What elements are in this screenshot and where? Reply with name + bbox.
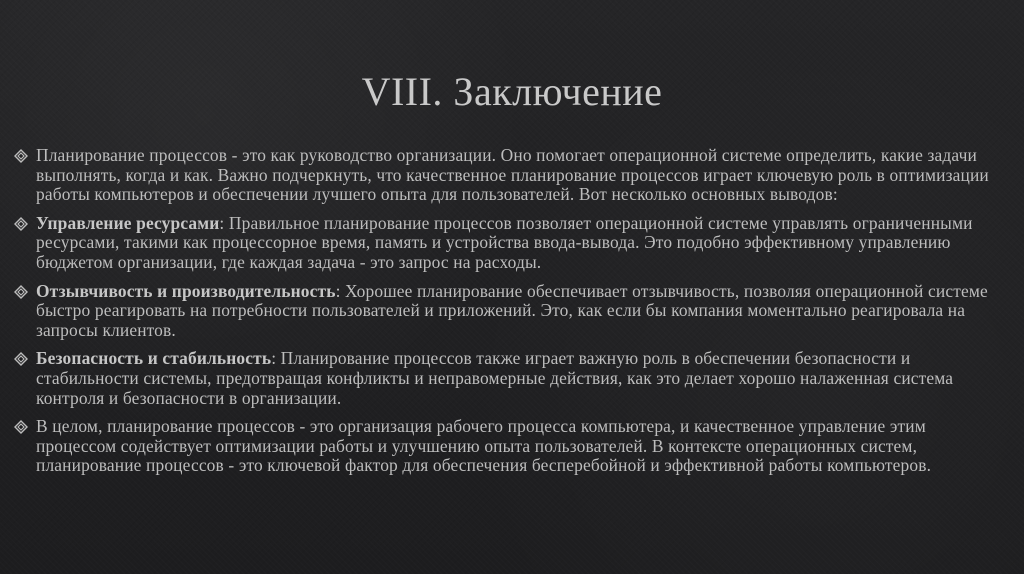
bullet-term: Безопасность и стабильность — [36, 348, 272, 369]
bullet-term: Отзывчивость и производительность — [36, 280, 336, 301]
bullet-text: В целом, планирование процессов - это организация рабочего процесса компьютера, и качественное управление этим процессом содействует оптимизации работы и улучшению опыта пользователей. В контексте операционных систем, планирование процессов - это ключевой фактор для обеспечения бесперебойной и эффективной работы компьютеров. — [36, 416, 932, 476]
bullet-text: : Хорошее планирование обеспечивает отзывчивость, позволяя операционной системе быстро реагировать на потребности пользователей и приложений. Это, как если бы компания моментально реагировала на запросы клиентов. — [36, 280, 988, 340]
bullet-item — [14, 146, 1004, 205]
diamond-bullet-icon — [14, 352, 28, 366]
bullet-item — [14, 282, 1004, 341]
diamond-bullet-icon — [14, 217, 28, 231]
bullet-text: : Правильное планирование процессов позволяет операционной системе управлять ограниченными ресурсами, такими как процессорное время, память и устройства ввода-вывода. Это подобно эффективному управлению бюджетом организации, где каждая задача - это запрос на расходы. — [36, 212, 973, 272]
diamond-bullet-icon — [14, 285, 28, 299]
diamond-bullet-icon — [14, 149, 28, 163]
bullet-text: : Планирование процессов также играет важную роль в обеспечении безопасности и стабильности системы, предотвращая конфликты и неправомерные действия, как это делает хорошо налаженная система контроля и безопасности в организации. — [36, 348, 954, 408]
bullet-item — [14, 349, 1004, 408]
bullet-text: Планирование процессов - это как руководство организации. Оно помогает операционной системе определить, какие задачи выполнять, когда и как. Важно подчеркнуть, что качественное планирование процессов играет ключевую роль в оптимизации работы компьютеров и обеспечении лучшего опыта для пользователей. Вот несколько основных выводов: — [36, 145, 989, 205]
bullet-item — [14, 417, 1004, 476]
slide-title: VIII. Заключение — [361, 69, 663, 114]
bullet-item — [14, 214, 1004, 273]
diamond-bullet-icon — [14, 420, 28, 434]
bullet-list — [14, 146, 1004, 485]
bullet-term: Управление ресурсами — [36, 212, 220, 233]
